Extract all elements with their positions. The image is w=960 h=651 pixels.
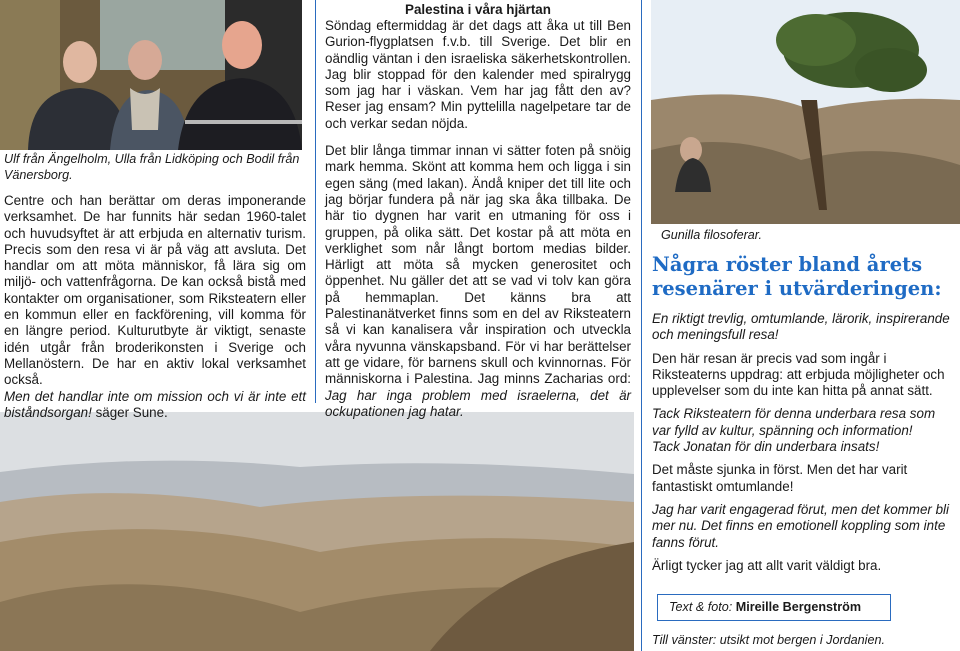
quote-3a: Tack Riksteatern för denna underbara resa som var fylld av kultur, spänning och information! — [652, 406, 936, 438]
quote: Jag har inga problem med israelerna, det är ockupationen jag hatar. — [325, 387, 631, 419]
credit-label: Text & foto: — [669, 600, 733, 614]
article-column-1 — [4, 193, 306, 421]
quote-6: Ärligt tycker jag att allt varit väldigt bra. — [652, 557, 882, 573]
column-divider-left — [315, 0, 316, 403]
evaluation-quotes — [652, 311, 955, 581]
paragraph-text: Det blir långa timmar innan vi sätter foten på snöig mark hemma. Skönt att komma hem och ligga i sin egen säng (med lakan). Ändå kniper det till lite och jag börjar fundera på när jag ska åka tillbaka. De här tio dygnen har varit en utmaning för oss i gruppen, på olika sätt. Det kostar på att möta en verklighet som når långt bortom medias bilder. Härligt att möta så mycken generositet och öppenhet. Nu gäller det att se vad vi tolv kan göra på hemmaplan. Det känns bra att Palestinanätverket finns som en del av Riksteatern så vi kan kanalisera vår inspiration och utveckla våra nyvunna vänskapsband. För vi har berättelser att ge vidare, för barnens skull och kvinnornas. För människorna i Palestina. Jag minns Zacharias ord: — [325, 143, 631, 387]
paragraph — [325, 143, 631, 420]
quote-2: Den här resan är precis vad som ingår i Riksteaterns uppdrag: att erbjuda möjligheter och upplevelser som du inte kan hitta på annat sätt. — [652, 350, 945, 399]
section-title: Palestina i våra hjärtan — [405, 2, 551, 17]
column-divider-right — [641, 0, 642, 651]
photo-gunilla-tree — [651, 0, 960, 224]
quote-paragraph — [4, 389, 306, 422]
section-heading: Några röster bland årets resenärer i utvärderingen: — [652, 253, 942, 300]
quote-1: En riktigt trevlig, omtumlande, lärorik, inspirerande och meningsfull resa! — [652, 311, 950, 343]
photo-jordan-mountains — [0, 412, 634, 651]
article-column-2 — [325, 2, 631, 420]
photo-caption-tree: Gunilla filosoferar. — [661, 228, 763, 242]
quote-4: Det måste sjunka in först. Men det har varit fantastiskt omtumlande! — [652, 462, 908, 494]
photo-three-travelers — [0, 0, 302, 150]
credit-name: Mireille Bergenström — [735, 600, 862, 614]
paragraph: Centre och han berättar om deras imponerande verksamhet. De har funnits här sedan 1960-talet och huvudsyftet är att erbjuda en alternativ turism. Precis som den resa vi är på väg att avsluta. Det handlar om att möta människor, få lära sig om miljö- och vattenfrågorna. De kan också bistå med kontakter om organisationer, som Riksteatern eller en kommun eller en fackförening, vill komma för en längre period. Kulturutbyte är viktigt, senaste idén utgår från broderikonsten i Sverige och Mellanöstern. De har en aktiv lokal verksamhet också. — [4, 193, 306, 388]
quote-3b: Tack Jonatan för din underbara insats! — [652, 439, 880, 455]
quote: Men det handlar inte om mission och vi är inte ett biståndsorgan! — [4, 388, 306, 420]
quote-5: Jag har varit engagerad förut, men det kommer bli mer nu. Det finns en emotionell koppling som inte fanns förut. — [652, 501, 949, 550]
photo-caption-landscape: Till vänster: utsikt mot bergen i Jordanien. — [652, 633, 885, 647]
photo-caption-people: Ulf från Ängelholm, Ulla från Lidköping och Bodil från Vänersborg. — [4, 152, 300, 182]
photo-credit-box — [657, 594, 891, 621]
paragraph: Söndag eftermiddag är det dags att åka ut till Ben Gurion-flygplatsen f.v.b. till Sverige. Det blir en oändlig väntan i den israeliska säkerhetskontrollen. Jag blir stoppad för den kalender med spiralrygg som jag har i väskan. Vem har jag fått den av? Reser jag ensam? Min pyttelilla nagelpetare tar de och verkar sedan nöjda. — [325, 18, 631, 131]
attribution: säger Sune. — [91, 404, 168, 420]
